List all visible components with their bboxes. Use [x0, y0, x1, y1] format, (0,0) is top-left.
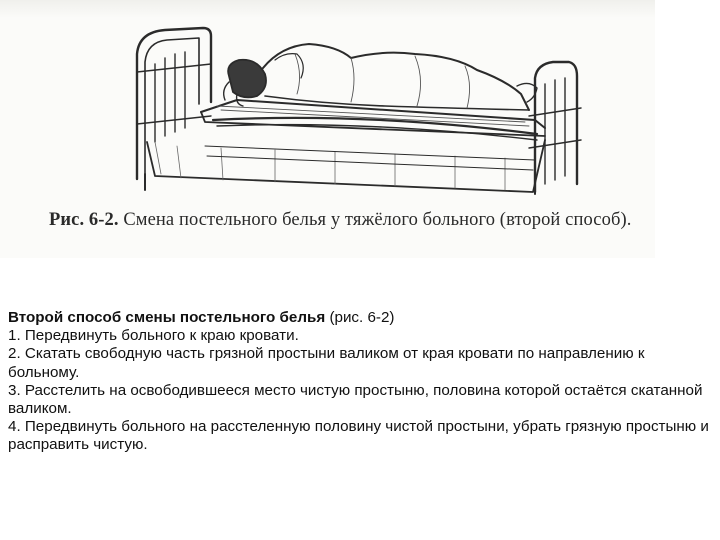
instruction-text: [8, 309, 712, 455]
instruction-heading-ref: (рис. 6-2): [325, 309, 395, 326]
figure-caption-text: Смена постельного белья у тяжёлого больного (второй способ).: [123, 210, 632, 230]
figure-number: Рис. 6-2.: [49, 210, 119, 230]
instruction-heading: [8, 309, 712, 327]
figure-caption: [49, 210, 649, 231]
scanned-figure: [0, 0, 655, 258]
bed-linen-change-illustration: [125, 24, 595, 196]
instruction-step-4: 4. Передвинуть больного на расстеленную половину чистой простыни, убрать грязную простыню и расправить чистую.: [8, 418, 709, 454]
instruction-step-2: 2. Скатать свободную часть грязной простыни валиком от края кровати по направлению к больному.: [8, 345, 645, 381]
instruction-step-3: 3. Расстелить на освободившееся место чистую простыню, половина которой остаётся скатанной валиком.: [8, 381, 703, 418]
instruction-heading-bold: Второй способ смены постельного белья: [8, 309, 326, 326]
instruction-step-1: 1. Передвинуть больного к краю кровати.: [8, 327, 299, 345]
